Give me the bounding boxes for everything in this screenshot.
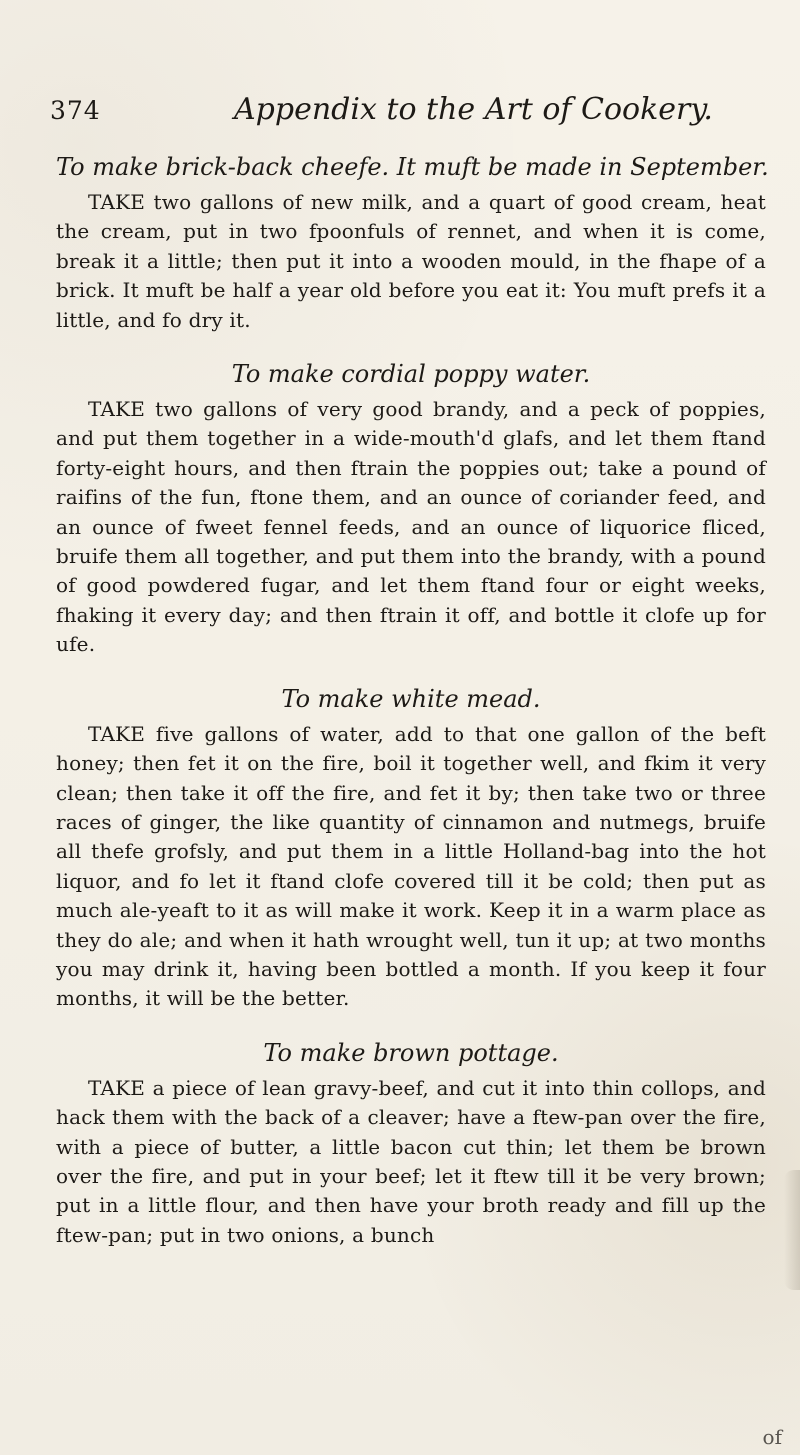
page-number: 374 <box>50 96 101 125</box>
recipe-brown-pottage <box>56 1038 766 1250</box>
recipe-text: TAKE five gallons of water, add to that one gallon of the beft honey; then fet it on the fire, boil it together well, and fkim it very clean; then take it off the fire, and fet it by; then take two or three races of ginger, the like quantity of cinnamon and nutmegs, bruife all thefe grofsly, and put them in a little Holland-bag into the hot liquor, and fo let it ftand clofe covered till it be cold; then put as much ale-yeaft to it as will make it work. Keep it in a warm place as they do ale; and when it hath wrought well, tun it up; at two months you may drink it, having been bottled a month. If you keep it four months, it will be the better. <box>56 721 766 1011</box>
recipe-text: TAKE a piece of lean gravy-beef, and cut it into thin collops, and hack them with the back of a cleaver; have a ftew-pan over the fire, with a piece of butter, a little bacon cut thin; let them be brown over the fire, and put in your beef; let it ftew till it be very brown; put in a little flour, and then have your broth ready and fill up the ftew-pan; put in two onions, a bunch <box>56 1075 766 1247</box>
paper-stain <box>784 1170 800 1290</box>
recipe-text: TAKE two gallons of very good brandy, and a peck of poppies, and put them together in a wide-mouth'd glafs, and let them ftand forty-eight hours, and then ftrain the poppies out; take a pound of raifins of the fun, ftone them, and an ounce of coriander feed, and an ounce of fweet fennel feeds, and an ounce of liquorice fliced, bruife them all together, and put them into the brandy, with a pound of good powdered fugar, and let them ftand four or eight weeks, fhaking it every day; and then ftrain it off, and bottle it clofe up for ufe. <box>56 397 766 657</box>
running-head: Appendix to the Art of Cookery. <box>234 92 713 127</box>
catchword: of <box>762 1425 782 1449</box>
recipe-title: To make white mead. <box>281 684 541 713</box>
recipe-cordial-poppy-water <box>56 359 766 660</box>
recipe-title: To make cordial poppy water. <box>231 360 591 389</box>
recipe-white-mead <box>56 684 766 1014</box>
page-header <box>48 92 760 132</box>
recipe-brick-back-cheese <box>56 152 769 335</box>
recipe-title: To make brick-back cheefe. It muft be made in September. <box>56 153 769 181</box>
recipe-text: TAKE two gallons of new milk, and a quart of good cream, heat the cream, put in two fpoonfuls of rennet, and when it is come, break it a little; then put it into a wooden mould, in the fhape of a brick. It muft be half a year old before you eat it: You muft prefs it a little, and fo dry it. <box>56 190 766 332</box>
recipe-title: To make brown pottage. <box>263 1038 559 1067</box>
page-content <box>56 152 769 1274</box>
